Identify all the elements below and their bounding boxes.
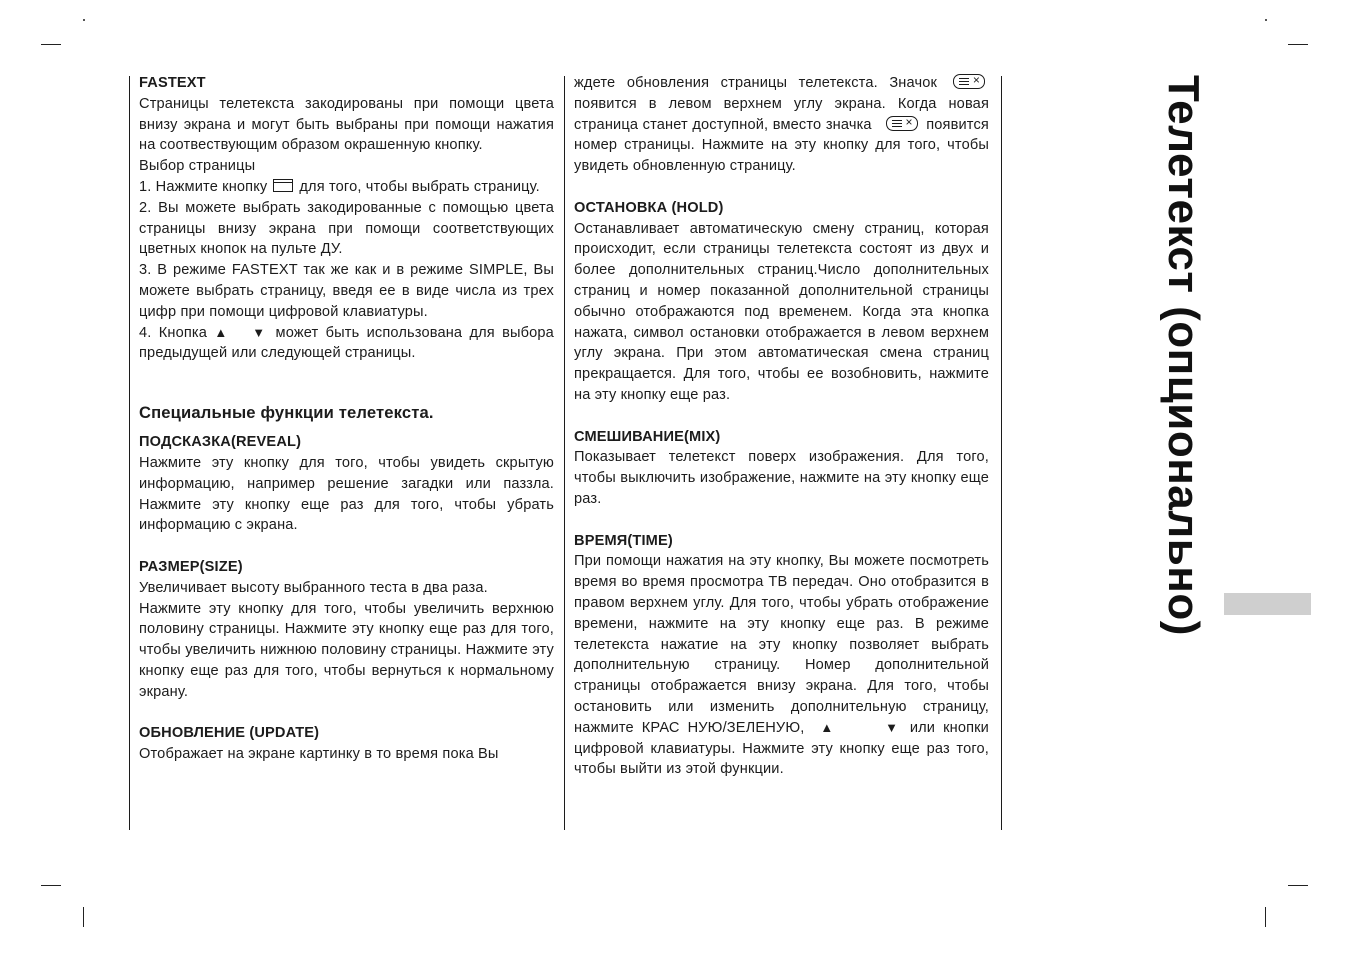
update-cont-a: ждете обновления страницы телетекста. Значок <box>574 75 937 91</box>
crop-mark-bottom-left <box>41 885 61 886</box>
reveal-text: Нажмите эту кнопку для того, чтобы увидеть скрытую информацию, например решение загадки или паззла. Нажмите эту кнопку еще раз для того, чтобы убрать информацию с экрана. <box>139 454 554 534</box>
size-heading: РАЗМЕР(SIZE) <box>139 558 243 575</box>
reveal-heading: ПОДСКАЗКА(REVEAL) <box>139 434 302 451</box>
time-text <box>574 551 989 780</box>
update-heading: ОБНОВЛЕНИЕ (UPDATE) <box>139 725 320 742</box>
down-arrow-icon-2: ▼ <box>885 719 902 735</box>
section-tab-marker <box>1224 593 1311 615</box>
step-4 <box>139 323 554 365</box>
crop-mark-bottom-right <box>1288 885 1308 886</box>
column-rule-left <box>129 76 130 830</box>
update-cont-b: появится в левом верхнем углу экрана. Когда новая страница станет доступной, вместо значка <box>574 95 989 133</box>
down-arrow-icon: ▼ <box>252 324 269 340</box>
update-text: Отображает на экране картинку в то время пока Вы <box>139 746 499 763</box>
up-arrow-icon: ▲ <box>214 324 231 340</box>
step-4-start: 4. Кнопка <box>139 324 208 341</box>
mix-text: Показывает телетекст поверх изображения. Для того, чтобы выключить изображение, нажмите на эту кнопку еще раз. <box>574 449 989 507</box>
update-icon: × <box>953 74 985 89</box>
column-rule-middle <box>564 76 565 830</box>
crop-mark-bottom-right-vertical <box>1265 907 1266 927</box>
step-1-end: для того, чтобы выбрать страницу. <box>299 178 540 195</box>
teletext-list-icon <box>273 179 293 192</box>
registration-dot-right <box>1265 19 1267 21</box>
step-1-start: 1. Нажмите кнопку <box>139 178 268 195</box>
mix-heading: СМЕШИВАНИЕ(MIX) <box>574 428 721 445</box>
special-functions-heading: Специальные функции телетекста. <box>139 403 434 423</box>
step-2: 2. Вы можете выбрать закодированные с помощью цвета страницы внизу экрана при помощи соответствующих цветных кнопок на пульте ДУ. <box>139 199 554 258</box>
update-cont-c: появится номер страницы. Нажмите на эту кнопку для того, чтобы увидеть обновленную страницу. <box>574 116 989 175</box>
hold-heading: ОСТАНОВКА (HOLD) <box>574 199 724 216</box>
step-1 <box>139 177 554 198</box>
crop-mark-top-right <box>1288 44 1308 45</box>
page-select-label: Выбор страницы <box>139 158 256 175</box>
registration-dot-left <box>83 19 85 21</box>
update-icon-2: × <box>886 116 918 131</box>
fastext-heading: FASTEXT <box>139 75 206 91</box>
update-continued <box>574 73 989 177</box>
size-text-2: Нажмите эту кнопку для того, чтобы увеличить верхнюю половину страницы. Нажмите эту кнопку еще раз для того, чтобы увеличить нижнюю половину страницы. Нажмите эту кнопку еще раз для того, чтобы вернуться к нормальному экрану. <box>139 600 554 700</box>
hold-text: Останавливает автоматическую смену страниц, которая происходит, если страницы телетекста состоят из двух и более дополнительных страниц.Число дополнительных страниц и номер показанной дополнительной страницы обычно отображаются под временем. Когда эта кнопка нажата, символ остановки отображается в левом верхнем углу экрана. При этом автоматическая смена страниц прекращается. Для того, чтобы ее возобновить, нажмите на эту кнопку еще раз. <box>574 220 989 403</box>
size-text-1: Увеличивает высоту выбранного теста в два раза. <box>139 579 488 596</box>
time-heading: ВРЕМЯ(TIME) <box>574 532 673 549</box>
crop-mark-bottom-left-vertical <box>83 907 84 927</box>
up-arrow-icon-2: ▲ <box>820 719 838 735</box>
side-section-title: Телетекст (опционально) <box>1159 75 1208 636</box>
step-4-end: может быть использована для выбора предыдущей или следующей страницы. <box>139 324 554 362</box>
right-text-column <box>574 73 989 780</box>
left-text-column <box>139 73 554 765</box>
step-3: 3. В режиме FASTEXT так же как и в режиме SIMPLE, Вы можете выбрать страницу, введя ее в виде числа из трех цифр при помощи цифровой клавиатуры. <box>139 262 554 320</box>
time-text-b: или кнопки цифровой клавиатуры. Нажмите эту кнопку еще раз того, чтобы выйти из этой функции. <box>574 719 989 778</box>
time-text-a: При помощи нажатия на эту кнопку, Вы можете посмотреть время во время просмотра ТВ передач. Оно отобразится в правом верхнем углу. Для того, чтобы убрать отображение времени, нажмите на эту кнопку еще раз. В режиме телетекста нажатие на эту кнопку позволяет выбрать дополнительную страницу. Номер дополнительной страницы отображается внизу экрана. Для того, чтобы остановить или изменить дополнительную страницу, нажмите КРАС НУЮ/ЗЕЛЕНУЮ, <box>574 553 989 736</box>
fastext-text: Страницы телетекста закодированы при помощи цвета внизу экрана и могут быть выбраны при помощи нажатия на соотвествующим образом окрашенную кнопку. <box>139 95 554 154</box>
column-rule-right <box>1001 76 1002 830</box>
crop-mark-top-left <box>41 44 61 45</box>
